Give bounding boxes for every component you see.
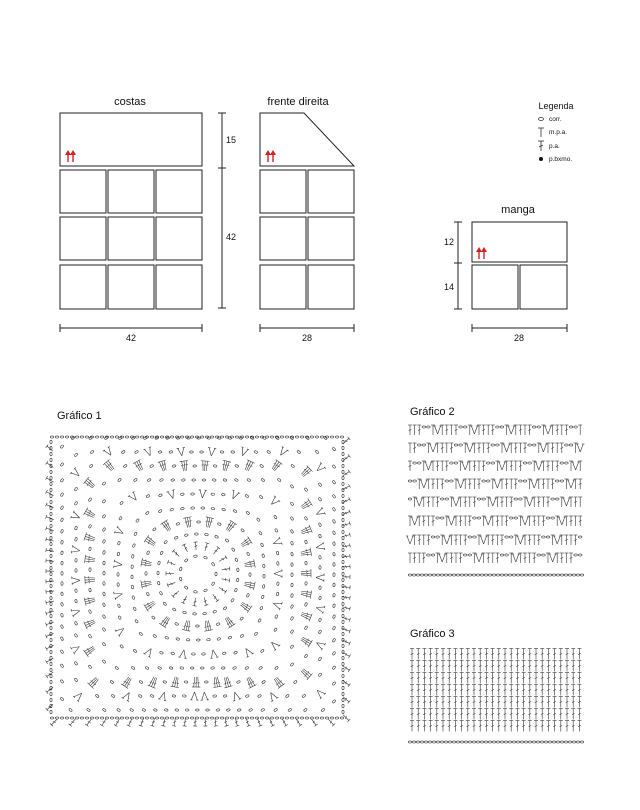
half-double-crochet-icon — [538, 128, 544, 137]
grafico2-chart — [406, 425, 585, 576]
manga-top-height: 12 — [444, 237, 455, 247]
frente-schematic — [260, 96, 354, 343]
grafico1-chart — [46, 436, 351, 727]
manga-square-right — [520, 265, 567, 309]
frente-width-dimension — [260, 324, 354, 343]
costas-height-dimension — [218, 113, 236, 308]
grafico2-title: Gráfico 2 — [410, 406, 455, 418]
costas-grid — [60, 170, 202, 309]
legend-label-mpa: m.p.a. — [549, 129, 568, 136]
costas-top-height: 15 — [226, 135, 237, 145]
grafico3-chart — [408, 649, 584, 744]
frente-direction-arrows — [265, 150, 276, 162]
legend-label-pbxmo: p.bxmo. — [549, 156, 573, 163]
frente-grid — [260, 170, 354, 309]
frente-width: 28 — [301, 333, 313, 343]
frente-top-panel — [260, 113, 354, 166]
manga-width: 28 — [513, 333, 525, 343]
legend-title: Legenda — [538, 101, 574, 111]
legend — [538, 101, 574, 163]
costas-width-dimension — [60, 324, 202, 343]
costas-schematic — [60, 96, 236, 343]
legend-label-corr: corr. — [549, 116, 562, 123]
chain-stitch-icon — [539, 118, 544, 121]
slip-stitch-icon — [539, 157, 543, 161]
manga-direction-arrows — [476, 247, 487, 259]
costas-direction-arrows — [65, 150, 76, 162]
grafico1-title: Gráfico 1 — [57, 410, 102, 422]
manga-square-left — [472, 265, 518, 309]
double-crochet-icon — [538, 141, 544, 151]
manga-title: manga — [501, 204, 535, 216]
manga-height-dimension — [444, 222, 462, 309]
grafico3-title: Gráfico 3 — [410, 628, 455, 640]
frente-title: frente direita — [267, 96, 329, 108]
manga-schematic — [444, 204, 567, 343]
manga-top-panel — [472, 222, 567, 262]
costas-top-panel — [60, 113, 202, 166]
legend-label-pa: p.a. — [549, 143, 560, 150]
manga-body-height: 14 — [444, 282, 455, 292]
manga-width-dimension — [472, 324, 567, 343]
costas-body-height: 42 — [226, 232, 237, 242]
costas-title: costas — [114, 96, 146, 108]
costas-width: 42 — [125, 333, 137, 343]
